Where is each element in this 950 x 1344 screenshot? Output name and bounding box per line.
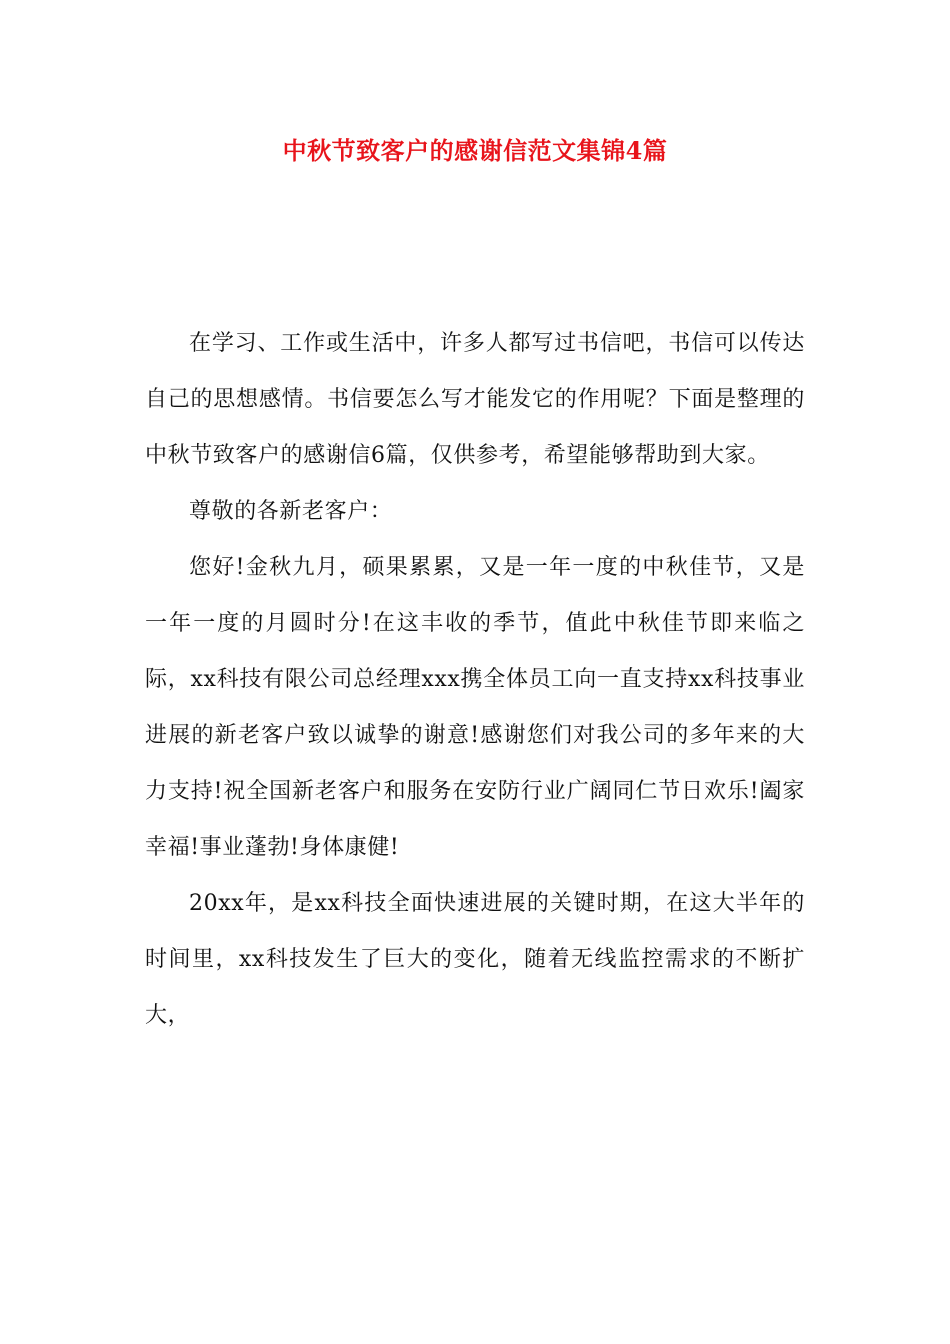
document-body xyxy=(145,316,805,1044)
greeting-paragraph: 您好!金秋九月，硕果累累，又是一年一度的中秋佳节，又是一年一度的月圆时分!在这丰收的季节，值此中秋佳节即来临之际，xx科技有限公司总经理xxx携全体员工向一直支持xx科技事业进展的新老客户致以诚挚的谢意!感谢您们对我公司的多年来的大力支持!祝全国新老客户和服务在安防行业广阔同仁节日欢乐!阖家幸福!事业蓬勃!身体康健! xyxy=(145,555,805,860)
salutation-paragraph: 尊敬的各新老客户： xyxy=(189,499,393,524)
document-title: 中秋节致客户的感谢信范文集锦4篇 xyxy=(282,136,668,165)
intro-paragraph: 在学习、工作或生活中，许多人都写过书信吧，书信可以传达自己的思想感情。书信要怎么写才能发它的作用呢？下面是整理的中秋节致客户的感谢信6篇，仅供参考，希望能够帮助到大家。 xyxy=(145,331,805,468)
progress-paragraph: 20xx年，是xx科技全面快速进展的关键时期，在这大半年的时间里，xx科技发生了巨大的变化，随着无线监控需求的不断扩大， xyxy=(145,891,805,1028)
